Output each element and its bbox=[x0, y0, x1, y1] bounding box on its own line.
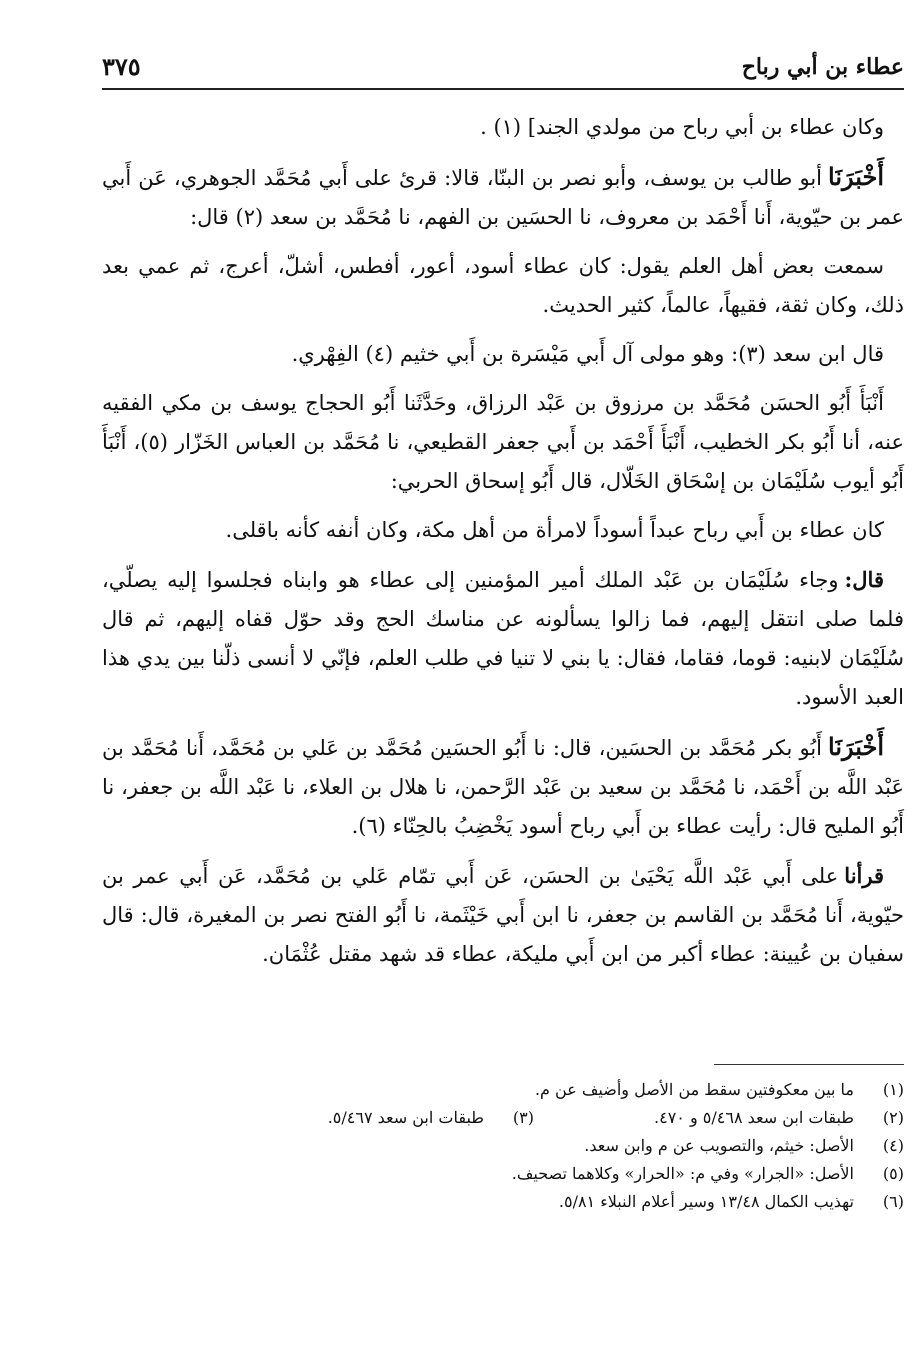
footnote-row bbox=[180, 1188, 904, 1216]
footnote-row bbox=[180, 1104, 904, 1132]
paragraph-text: قال ابن سعد (٣): وهو مولى آل أَبي مَيْسَرة بن أَبي خثيم (٤) الفِهْري. bbox=[291, 342, 884, 366]
footnote-number: (٥) bbox=[882, 1164, 904, 1183]
footnote-number: (٢) bbox=[882, 1108, 904, 1127]
footnote-row bbox=[180, 1132, 904, 1160]
footnote-number: (١) bbox=[882, 1080, 904, 1099]
main-text bbox=[102, 108, 904, 984]
footnote bbox=[584, 1132, 904, 1160]
paragraph bbox=[102, 727, 904, 846]
footnote bbox=[512, 1160, 904, 1188]
paragraph bbox=[102, 560, 904, 717]
paragraph-text: على أَبي عَبْد اللَّه يَحْيَىٰ بن الحسَن، عَن أَبي تمّام عَلي بن مُحَمَّد، عَن أَبي عمر بن حيّوية، أَنا مُحَمَّد بن القاسم بن جعفر، نا ابن أَبي خَيْثَمة، نا أَبُو الفتح نصر بن المغيرة، قال: قال سفيان بن عُيينة: عطاء أكبر من ابن أَبي مليكة، عطاء قد شهد مقتل عُثْمَان. bbox=[102, 864, 904, 966]
paragraph-text: أبو طالب بن يوسف، وأبو نصر بن البنّا، قالا: قرئ على أَبي مُحَمَّد الجوهري، عَن أَبي عمر بن حيّوية، أَنا أَحْمَد بن معروف، نا الحسَين بن الفهم، نا مُحَمَّد بن سعد (٢) قال: bbox=[102, 166, 904, 229]
paragraph-text: وجاء سُلَيْمَان بن عَبْد الملك أمير المؤمنين إلى عطاء هو وابناه فجلسوا إليه يصلّي، فلما صلى انتقل إليهم، فما زالوا يسألونه عن مناسك الحج وقد حوّل قفاه إليهم، ثم قال سُلَيْمَان لابنيه: قوما، فقاما، فقال: يا بني لا تنيا في طلب العلم، فإنّي لا أنسى ذلّنا بين يدي هذا العبد الأسود. bbox=[102, 568, 904, 709]
paragraph-text: سمعت بعض أهل العلم يقول: كان عطاء أسود، أعور، أفطس، أشلّ، أعرج، ثم عمي بعد ذلك، وكان ثقة، فقيهاً، عالماً، كثير الحديث. bbox=[102, 254, 904, 317]
footnote-text: الأصل: «الجرار» وفي م: «الحرار» وكلاهما تصحيف. bbox=[511, 1164, 854, 1183]
running-head: عطاء بن أبي رباح bbox=[741, 54, 904, 80]
footnote-number: (٣) bbox=[512, 1108, 534, 1127]
footnote bbox=[328, 1104, 534, 1132]
page-number: ٣٧٥ bbox=[102, 52, 141, 81]
footnote-row bbox=[180, 1160, 904, 1188]
paragraph-text: كان عطاء بن أَبي رباح عبداً أسوداً لامرأة من أهل مكة، وكان أنفه كأنه باقلى. bbox=[225, 518, 884, 542]
paragraph bbox=[102, 247, 904, 325]
paragraph-lead: أَخْبَرَنَا bbox=[828, 732, 884, 761]
paragraph-lead: أَخْبَرَنَا bbox=[828, 162, 884, 191]
paragraph-text: أَبُو بكر مُحَمَّد بن الحسَين، قال: نا أَبُو الحسَين مُحَمَّد بن عَلي بن مُحَمَّد، أَنا مُحَمَّد بن عَبْد اللَّه بن أَحْمَد، نا مُحَمَّد بن سعيد بن عَبْد الرَّحمن، نا هلال بن العلاء، نا عَبْد اللَّه بن جعفر، نا أَبُو المليح قال: رأيت عطاء بن أَبي رباح أسود يَخْضِبُ بالحِنّاء (٦). bbox=[102, 736, 904, 838]
footnote bbox=[559, 1188, 904, 1216]
footnotes bbox=[180, 1076, 904, 1216]
paragraph bbox=[102, 157, 904, 237]
paragraph bbox=[102, 384, 904, 501]
footnote-text: ما بين معكوفتين سقط من الأصل وأضيف عن م. bbox=[534, 1080, 854, 1099]
paragraph-lead: قرأنا bbox=[844, 863, 884, 888]
page-header bbox=[102, 48, 904, 90]
footnote-row bbox=[180, 1076, 904, 1104]
footnote-number: (٦) bbox=[882, 1192, 904, 1211]
paragraph bbox=[102, 511, 904, 550]
footnote-text: طبقات ابن سعد ٥/٤٦٨ و ٤٧٠. bbox=[654, 1108, 854, 1127]
paragraph bbox=[102, 335, 904, 374]
paragraph bbox=[102, 108, 904, 147]
footnote bbox=[535, 1076, 904, 1104]
paragraph-lead: قال: bbox=[844, 567, 884, 592]
footnote-text: طبقات ابن سعد ٥/٤٦٧. bbox=[327, 1108, 484, 1127]
footnote-text: الأصل: خيثم، والتصويب عن م وابن سعد. bbox=[584, 1136, 854, 1155]
footnote-number: (٤) bbox=[882, 1136, 904, 1155]
footnote-divider bbox=[714, 1064, 904, 1065]
paragraph bbox=[102, 856, 904, 974]
footnote bbox=[654, 1104, 904, 1132]
footnote-text: تهذيب الكمال ١٣/٤٨ وسير أعلام النبلاء ٥/٨١. bbox=[558, 1192, 854, 1211]
paragraph-text: وكان عطاء بن أبي رباح من مولدي الجند] (١) . bbox=[480, 115, 884, 139]
paragraph-text: أَنْبَأَ أَبُو الحسَن مُحَمَّد بن مرزوق بن عَبْد الرزاق، وحَدَّثَنا أَبُو الحجاج يوسف بن مكي الفقيه عنه، أنا أَبُو بكر الخطيب، أَنْبَأَ أَحْمَد بن أَبي جعفر القطيعي، نا مُحَمَّد بن العباس الخَزّار (٥)، أَنْبَأَ أَبُو أيوب سُلَيْمَان بن إسْحَاق الخَلّال، قال أَبُو إسحاق الحربي: bbox=[102, 391, 904, 493]
